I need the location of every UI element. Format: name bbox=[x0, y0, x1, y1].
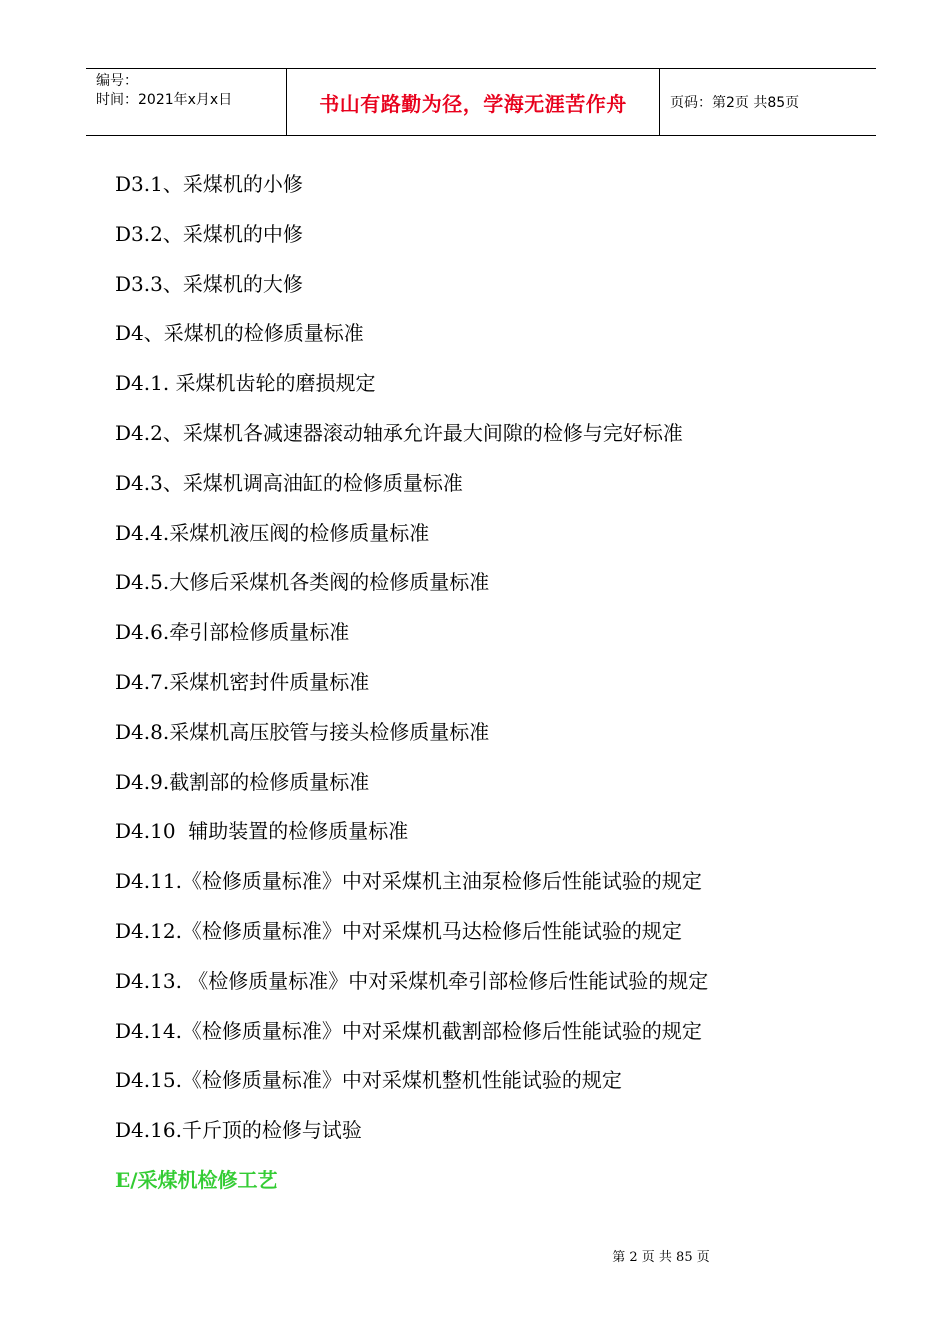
toc-item[interactable]: D4.8.采煤机高压胶管与接头检修质量标准 bbox=[115, 719, 490, 744]
footer-page-number: 第 2 页 共 85 页 bbox=[612, 1250, 710, 1265]
toc-item[interactable]: D4.3、采煤机调高油缸的检修质量标准 bbox=[115, 470, 463, 495]
toc-item[interactable]: D3.3、采煤机的大修 bbox=[115, 271, 303, 296]
toc-item[interactable]: D4、采煤机的检修质量标准 bbox=[115, 321, 364, 346]
toc-item[interactable]: D4.1. 采煤机齿轮的磨损规定 bbox=[115, 371, 376, 396]
toc-item[interactable]: D4.11.《检修质量标准》中对采煤机主油泵检修后性能试验的规定 bbox=[115, 869, 702, 894]
toc-item[interactable]: D4.13. 《检修质量标准》中对采煤机牵引部检修后性能试验的规定 bbox=[115, 968, 709, 993]
toc-item[interactable]: D4.14.《检修质量标准》中对采煤机截割部检修后性能试验的规定 bbox=[115, 1018, 702, 1043]
document-time-label: 时间：2021年x月x日 bbox=[96, 92, 233, 108]
header-meta-cell bbox=[86, 69, 287, 135]
page-footer bbox=[0, 1246, 950, 1265]
toc-item[interactable]: D4.7.采煤机密封件质量标准 bbox=[115, 669, 370, 694]
toc-item[interactable]: D4.5.大修后采煤机各类阀的检修质量标准 bbox=[115, 570, 490, 595]
toc-item[interactable]: D4.16.千斤顶的检修与试验 bbox=[115, 1118, 362, 1143]
toc-item[interactable]: D4.10 辅助装置的检修质量标准 bbox=[115, 819, 409, 844]
toc-item[interactable]: D3.2、采煤机的中修 bbox=[115, 221, 303, 246]
toc-item[interactable]: D4.15.《检修质量标准》中对采煤机整机性能试验的规定 bbox=[115, 1068, 622, 1093]
toc-item[interactable]: D3.1、采煤机的小修 bbox=[115, 172, 303, 196]
toc-item[interactable]: D4.6.牵引部检修质量标准 bbox=[115, 620, 350, 645]
document-number-label: 编号： bbox=[96, 73, 138, 89]
toc-item[interactable]: D4.12.《检修质量标准》中对采煤机马达检修后性能试验的规定 bbox=[115, 918, 682, 943]
toc-item[interactable]: D4.9.截割部的检修质量标准 bbox=[115, 769, 370, 794]
table-of-contents bbox=[115, 168, 708, 1214]
header-page-info: 页码：第2页 共85页 bbox=[670, 95, 800, 111]
toc-item[interactable]: D4.4.采煤机液压阀的检修质量标准 bbox=[115, 520, 430, 545]
section-heading[interactable]: E/采煤机检修工艺 bbox=[115, 1167, 278, 1192]
page-header bbox=[86, 68, 876, 136]
header-motto: 书山有路勤为径，学海无涯苦作舟 bbox=[287, 69, 660, 135]
toc-item[interactable]: D4.2、采煤机各减速器滚动轴承允许最大间隙的检修与完好标准 bbox=[115, 420, 683, 445]
